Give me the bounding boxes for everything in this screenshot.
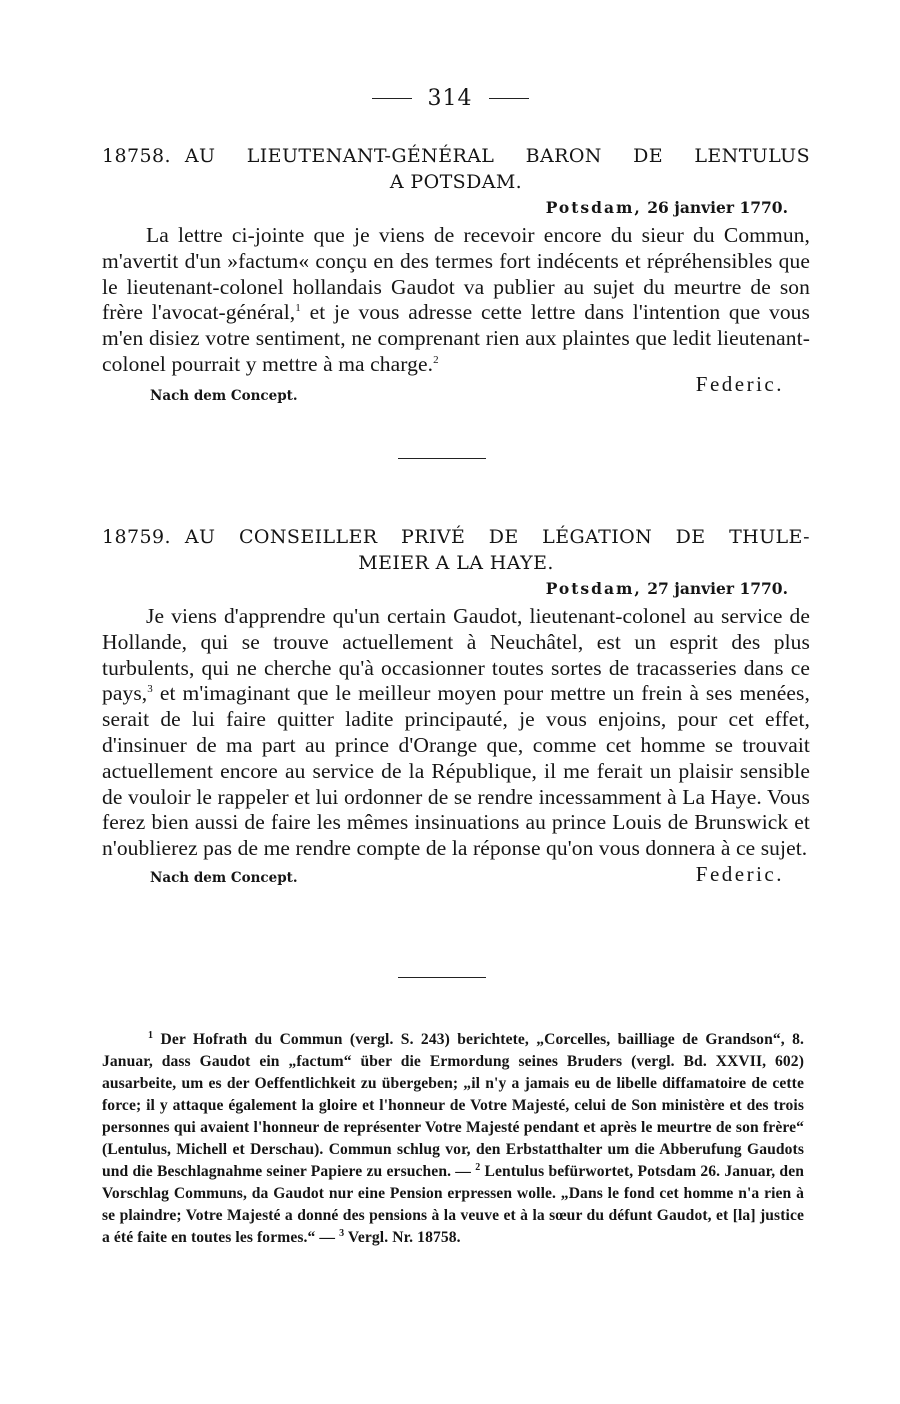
header-rule-right	[489, 98, 529, 99]
dateline	[102, 197, 810, 219]
signature-row	[102, 371, 810, 404]
letter-18759	[102, 524, 810, 886]
date: 26 janvier 1770.	[647, 198, 788, 217]
footnote-divider	[398, 977, 486, 978]
body-text-part: et m'imaginant que le meilleur moyen pour mettre un frein à ses menées, serait de lui faire quitter ladite principauté, je vous enjoins, pour cet effet, d'insinuer de ma part au prince d'Orange que, comme cet homme se trouvait actuellement encore au service de la République, il me ferait un plaisir sensible de vouloir le rappeler et lui ordonner de se rendre incessamment à La Haye. Vous ferez bien aussi de faire les mêmes insinuations au prince Louis de Brunswick et n'oublierez pas de me rendre compte de la réponse qu'on vous donnera à ce sujet.	[102, 681, 810, 861]
footnotes	[102, 1029, 804, 1249]
footnote-ref-1: 1	[295, 302, 301, 315]
signature: Federic.	[695, 371, 784, 396]
body-text-part: La lettre ci-jointe que je viens de recevoir encore du sieur du Commun, m'avertit d'un »factum« conçu en des termes fort indécents et répréhensibles que le lieutenant-colonel hollandais Gaudot va publier au sujet du meurtre de son frère l'avocat-général,	[102, 223, 810, 325]
footnote-ref-3: 3	[147, 683, 153, 696]
date-place: Potsdam,	[545, 579, 642, 598]
addressee-line-2: MEIER A LA HAYE.	[358, 552, 554, 574]
footnote-marker-1: 1	[148, 1029, 154, 1041]
page-header	[0, 86, 900, 111]
footnote-ref-2: 2	[433, 353, 439, 366]
header-rule-left	[372, 98, 412, 99]
footnote-marker-2: 2	[475, 1161, 481, 1173]
page-number: 314	[427, 86, 473, 111]
date: 27 janvier 1770.	[647, 579, 788, 598]
signature-row	[102, 862, 810, 886]
letter-18758	[102, 143, 810, 402]
footnote-3-text: Vergl. Nr. 18758.	[344, 1229, 461, 1246]
footnote-1-text: Der Hofrath du Commun (vergl. S. 243) berichtete, „Corcelles, bailliage de Grandson“, 8. Januar, dass Gaudot ein „factum“ über die Ermordung seines Bruders (vergl. Bd. XXVII, 602) ausarbeite, um es der Oeffentlichkeit zu übergeben; „il n'y a jamais eu de libelle diffamatoire de cette force; il y attaque également la gloire et l'honneur de Votre Majesté, celui de Son ministère et des trois personnes qui avaient l'honneur de représenter Votre Majesté pendant et après le meurtre de son frère“ (Lentulus, Michell et Derschau). Commun schlug vor, den Erbstatthalter um die Abberufung Gaudots und die Beschlagnahme seiner Papiere zu ersuchen. —	[102, 1031, 804, 1180]
letter-number: 18759.	[102, 526, 171, 548]
addressee-line-2: A POTSDAM.	[389, 171, 523, 193]
letter-heading	[102, 524, 810, 550]
addressee-line-1: AU LIEUTENANT-GÉNÉRAL BARON DE LENTULUS	[184, 145, 810, 167]
footnote-2-text: Lentulus befürwortet, Potsdam 26. Januar, den Vorschlag Communs, da Gaudot nur eine Pension erpressen wolle. „Dans le fond cet homme n'a rien à se plaindre; Votre Majesté a donné des pensions à la veuve et à la sœur du défunt Gaudot, et [la] justice a été faite en toutes les formes.“ —	[102, 1163, 804, 1246]
body-text-part: Je viens d'apprendre qu'un certain Gaudot, lieutenant-colonel au service de Hollande, qui se trouve actuellement à Neuchâtel, est un esprit des plus turbulents, qui ne cherche qu'à occasionner toutes sortes de tracasseries dans ce pays,	[102, 604, 810, 706]
letter-number: 18758.	[102, 145, 171, 167]
letter-heading	[102, 143, 810, 169]
dateline	[102, 578, 810, 600]
source-note: Nach dem Concept.	[150, 869, 298, 886]
signature: Federic.	[695, 861, 784, 886]
section-divider	[398, 458, 486, 459]
date-place: Potsdam,	[545, 198, 642, 217]
letter-body	[102, 604, 810, 862]
body-text-part: et je vous adresse cette lettre dans l'intention que vous m'en disiez votre sentiment, ne comprenant rien aux plaintes que ledit lieutenant-colonel pourrait y mettre à ma charge.	[102, 300, 810, 376]
footnote-marker-3: 3	[339, 1227, 345, 1239]
source-note: Nach dem Concept.	[150, 387, 298, 404]
addressee-line-1: AU CONSEILLER PRIVÉ DE LÉGATION DE THULE-	[184, 526, 810, 548]
letter-body	[102, 223, 810, 378]
